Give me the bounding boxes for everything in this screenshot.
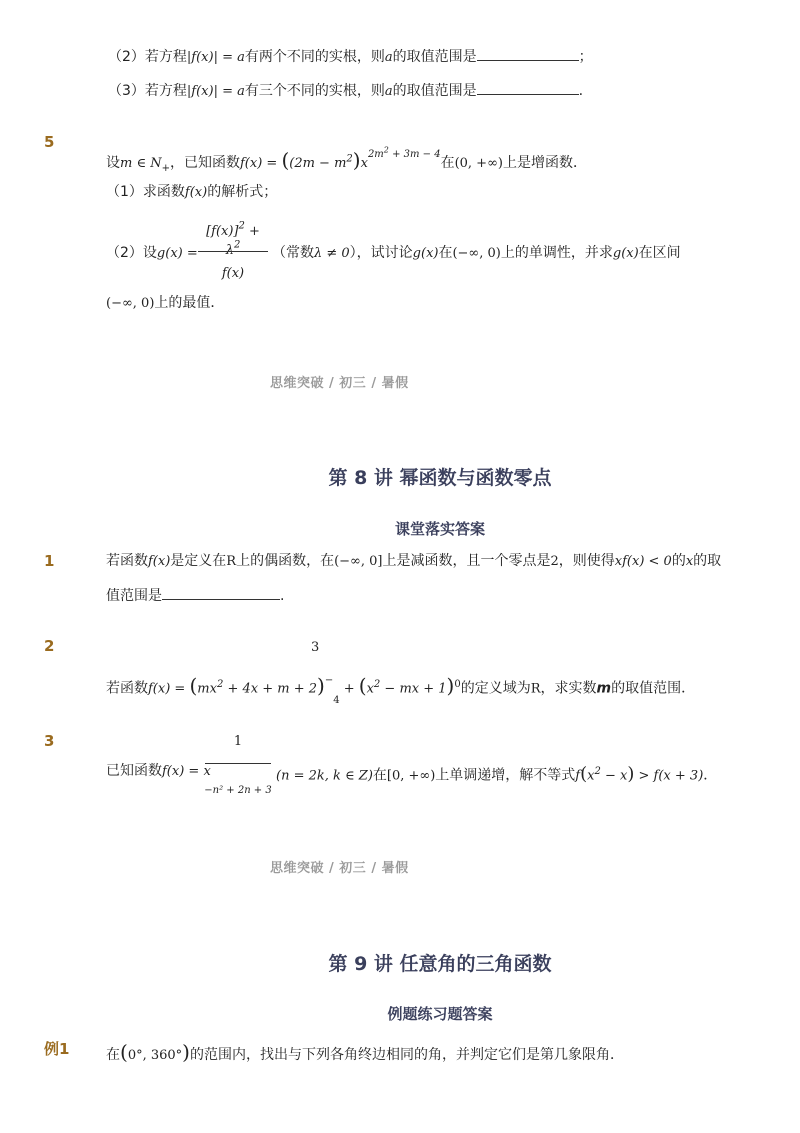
problem-number: 3 <box>44 732 55 750</box>
exponent-numerator: 3 <box>311 640 320 655</box>
example-number: 例1 <box>44 1040 70 1058</box>
problem-5-question-1: （1）求函数f(x)的解析式； <box>106 184 278 200</box>
answer-blank <box>477 80 579 95</box>
exponent-denominator: −n² + 2n + 3 <box>204 785 272 796</box>
lecture-8-problem-1-line-1: 若函数f(x)是定义在R上的偶函数，在(−∞, 0]上是减函数，且一个零点是2，则使得xf(x) < 0的x的取 <box>106 553 722 569</box>
fraction-bar <box>198 251 268 252</box>
problem-number: 2 <box>44 637 55 655</box>
answer-blank <box>162 585 280 600</box>
problem-5-question-2-c: (−∞, 0)上的最值． <box>106 295 225 311</box>
section-subtitle: 例题练习题答案 <box>387 1005 493 1023</box>
lecture-title: 第 8 讲 幂函数与函数零点 <box>328 467 552 489</box>
lecture-title: 第 9 讲 任意角的三角函数 <box>328 953 552 975</box>
problem-number: 5 <box>44 133 55 151</box>
fraction-numerator: $[f(x)]^2 + \lambda^2$ <box>206 220 260 258</box>
lecture-8-problem-3-b: (n = 2k, k ∈ Z)在[0, +∞)上单调递增，解不等式$f(x^2 - x) > f(x + 3)$． <box>276 763 718 785</box>
problem-5-question-2-a: （2）设g(x) = <box>106 245 198 261</box>
problem-4-part-2: （2）若方程|f(x)| = a有两个不同的实根，则a的取值范围是 ； <box>108 46 593 68</box>
lecture-9-example-1: 在(0°, 360°)的范围内，找出与下列各角终边相同的角，并判定它们是第几象限角． <box>106 1040 624 1064</box>
lecture-8-problem-1-line-2: 值范围是 . <box>106 585 284 606</box>
lecture-8-problem-2: 若函数$f(x) = (mx^2 + 4x + m + 2)^-_4 + (x^2$ − mx + 1)$^0$的定义域为R，求实数m的取值范围． <box>106 673 696 706</box>
fraction-denominator: f(x) <box>221 266 245 281</box>
problem-5-intro: 设m ∈ $N_+$，已知函数$f(x) = ((2m - m^2)x^{2m^2 + 3m - 4}$在(0, +∞)上是增函数． <box>106 146 587 174</box>
lecture-8-problem-3-a: 已知函数f(x) = x <box>106 763 211 779</box>
section-subtitle: 课堂落实答案 <box>394 520 485 538</box>
problem-5-question-2-b: （常数λ ≠ 0），试讨论g(x)在(−∞, 0)上的单调性，并求g(x)在区间 <box>272 245 681 261</box>
answer-blank <box>477 46 579 61</box>
exponent-numerator: 1 <box>233 734 243 749</box>
fraction-bar <box>205 763 271 764</box>
problem-4-part-3: （3）若方程|f(x)| = a有三个不同的实根，则a的取值范围是 . <box>108 80 583 102</box>
problem-number: 1 <box>44 552 55 570</box>
